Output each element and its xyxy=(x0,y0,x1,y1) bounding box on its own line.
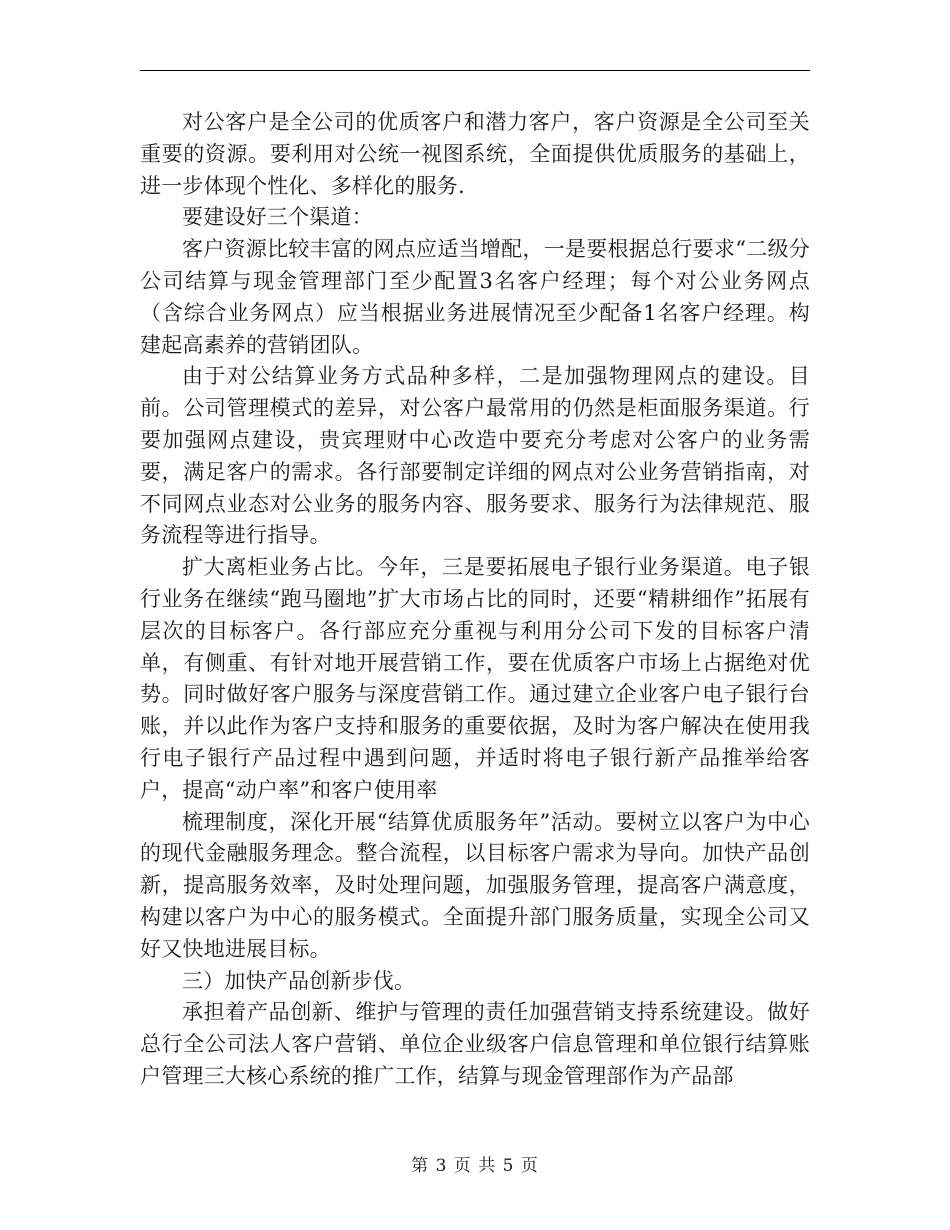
paragraph: 承担着产品创新、维护与管理的责任加强营销支持系统建设。做好总行全公司法人客户营销、单位企业级客户信息管理和单位银行结算账户管理三大核心系统的推广工作，结算与现金管理部作为产品部 xyxy=(140,1000,810,1088)
header-rule xyxy=(140,70,810,71)
paragraph: 要建设好三个渠道： xyxy=(182,205,373,230)
section-heading: 三）加快产品创新步伐。 xyxy=(182,968,416,993)
paragraph: 扩大离柜业务占比。今年，三是要拓展电子银行业务渠道。电子银行业务在继续“跑马圈地”扩大市场占比的同时，还要“精耕细作”拓展有层次的目标客户。各行部应充分重视与利用分公司下发的目标客户清单，有侧重、有针对地开展营销工作，要在优质客户市场上占据绝对优势。同时做好客户服务与深度营销工作。通过建立企业客户电子银行台账，并以此作为客户支持和服务的重要依据，及时为客户解决在使用我行电子银行产品过程中遇到问题，并适时将电子银行新产品推举给客户，提高“动户率”和客户使用率 xyxy=(140,555,810,802)
paragraph: 客户资源比较丰富的网点应适当增配，一是要根据总行要求“二级分公司结算与现金管理部门至少配置3名客户经理；每个对公业务网点（含综合业务网点）应当根据业务进展情况至少配备1名客户经理。构建起高素养的营销团队。 xyxy=(140,237,810,357)
paragraph: 由于对公结算业务方式品种多样，二是加强物理网点的建设。目前。公司管理模式的差异，对公客户最常用的仍然是柜面服务渠道。行要加强网点建设，贵宾理财中心改造中要充分考虑对公客户的业务需要，满足客户的需求。各行部要制定详细的网点对公业务营销指南，对不同网点业态对公业务的服务内容、服务要求、服务行为法律规范、服务流程等进行指导。 xyxy=(140,364,810,548)
paragraph: 梳理制度，深化开展“结算优质服务年”活动。要树立以客户为中心的现代金融服务理念。整合流程，以目标客户需求为导向。加快产品创新，提高服务效率，及时处理问题，加强服务管理，提高客户满意度，构建以客户为中心的服务模式。全面提升部门服务质量，实现全公司又好又快地进展目标。 xyxy=(140,809,810,961)
paragraph: 对公客户是全公司的优质客户和潜力客户，客户资源是全公司至关重要的资源。要利用对公统一视图系统，全面提供优质服务的基础上，进一步体现个性化、多样化的服务. xyxy=(140,110,810,198)
page-number: 第 3 页 共 5 页 xyxy=(411,1156,539,1176)
document-body xyxy=(140,107,810,1093)
